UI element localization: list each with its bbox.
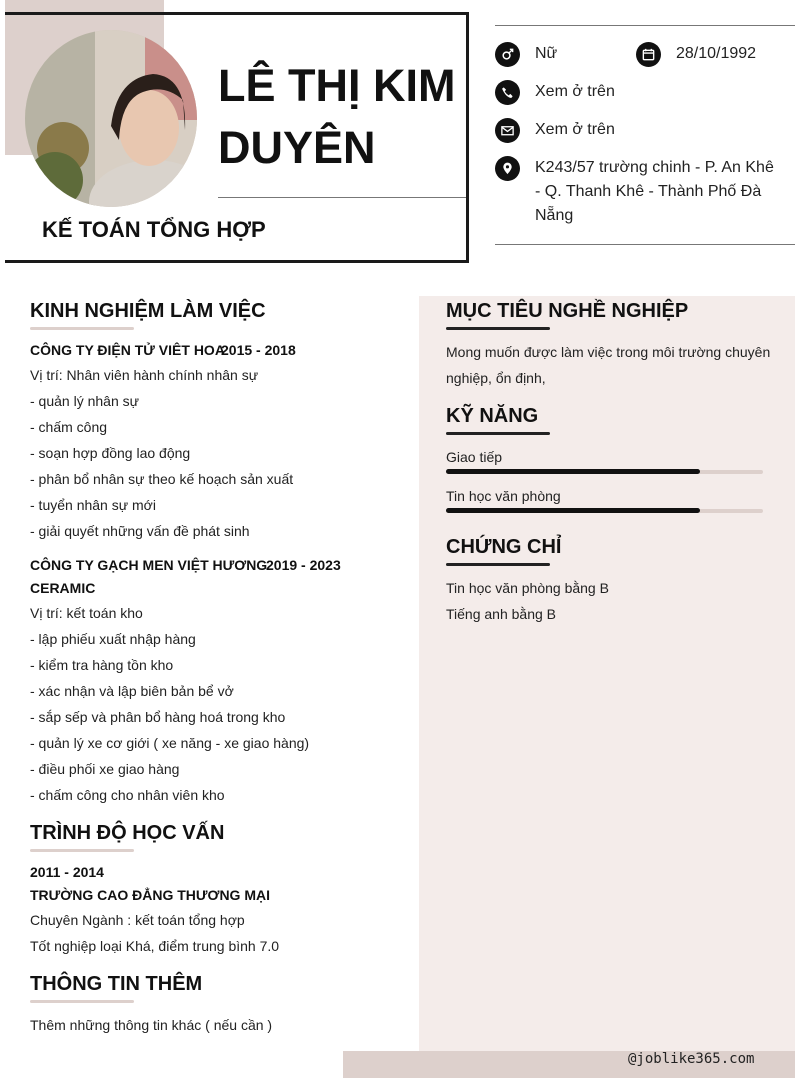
- education-underline: [30, 849, 134, 852]
- job-1-duty: - giải quyết những vấn đề phát sinh: [30, 523, 250, 539]
- phone-value: Xem ở trên: [535, 83, 615, 100]
- job-2-position: Vị trí: kết toán kho: [30, 605, 143, 621]
- education-grade: Tốt nghiệp loại Khá, điểm trung bình 7.0: [30, 938, 280, 954]
- skill-bar-track: [446, 470, 763, 474]
- certificates-heading: CHỨNG CHỈ: [446, 536, 562, 558]
- job-1-company: CÔNG TY ĐIỆN TỬ VIÊT HOA: [30, 342, 225, 358]
- objective-heading: MỤC TIÊU NGHỀ NGHIỆP: [446, 300, 689, 322]
- email-value: Xem ở trên: [535, 121, 615, 138]
- skills-heading: KỸ NĂNG: [446, 405, 539, 427]
- education-heading: TRÌNH ĐỘ HỌC VẤN: [30, 822, 225, 844]
- gender-icon: [495, 42, 520, 67]
- job-2-duty: - điều phối xe giao hàng: [30, 761, 180, 777]
- certificate-item: Tiếng anh bằng B: [446, 606, 557, 622]
- address-value: K243/57 trường chinh - P. An Khê - Q. Thanh Khê - Thành Phố Đà Nẵng: [535, 159, 774, 224]
- name-divider: [218, 197, 466, 198]
- objective-text-cont: nghiệp, ổn định,: [446, 370, 546, 386]
- skill-name: Giao tiếp: [446, 449, 503, 465]
- skill-bar-fill: [446, 508, 700, 513]
- job-2-company: CÔNG TY GẠCH MEN VIỆT HƯƠNG: [30, 557, 268, 573]
- additional-text: Thêm những thông tin khác ( nếu cần ): [30, 1017, 273, 1033]
- job-2-company-cont: CERAMIC: [30, 580, 96, 596]
- phone-icon: [495, 80, 520, 105]
- location-icon: [495, 156, 520, 181]
- education-major: Chuyên Ngành : kết toán tổng hợp: [30, 912, 245, 928]
- skill-bar-fill: [446, 469, 700, 474]
- job-title: KẾ TOÁN TỔNG HỢP: [42, 217, 266, 242]
- certificate-item: Tin học văn phòng bằng B: [446, 580, 609, 596]
- email-icon: [495, 118, 520, 143]
- job-2-duty: - kiểm tra hàng tồn kho: [30, 657, 174, 673]
- job-2-duty: - sắp sếp và phân bổ hàng hoá trong kho: [30, 709, 286, 725]
- job-2-period: 2019 - 2023: [266, 557, 341, 573]
- job-2-duty: - xác nhận và lập biên bản bể vở: [30, 683, 234, 699]
- job-1-period: 2015 - 2018: [221, 342, 296, 358]
- contact-birthday: [636, 42, 756, 67]
- avatar: [25, 30, 197, 207]
- birthday-value: 28/10/1992: [676, 45, 757, 62]
- job-2-duty: - chấm công cho nhân viên kho: [30, 787, 225, 803]
- contact-phone: [495, 80, 615, 105]
- education-school: TRƯỜNG CAO ĐẲNG THƯƠNG MẠI: [30, 887, 270, 903]
- objective-underline: [446, 327, 550, 330]
- footer-watermark: @joblike365.com: [628, 1051, 755, 1067]
- contact-gender: [495, 42, 557, 67]
- job-1-duty: - tuyển nhân sự mới: [30, 497, 156, 513]
- calendar-icon: [636, 42, 661, 67]
- full-name: LÊ THỊ KIM DUYÊN: [218, 60, 456, 173]
- avatar-photo: [25, 30, 197, 207]
- experience-underline: [30, 327, 134, 330]
- skill-name: Tin học văn phòng: [446, 488, 561, 504]
- experience-heading: KINH NGHIỆM LÀM VIỆC: [30, 300, 266, 322]
- job-1-duty: - phân bổ nhân sự theo kế hoạch sản xuất: [30, 471, 294, 487]
- contact-email: [495, 118, 615, 143]
- contact-address: [495, 156, 785, 228]
- job-1-duty: - soạn hợp đồng lao động: [30, 445, 191, 461]
- job-1-duty: - quản lý nhân sự: [30, 393, 139, 409]
- additional-heading: THÔNG TIN THÊM: [30, 973, 203, 995]
- additional-underline: [30, 1000, 134, 1003]
- skills-underline: [446, 432, 550, 435]
- gender-value: Nữ: [535, 45, 558, 62]
- job-2-duty: - lập phiếu xuất nhập hàng: [30, 631, 196, 647]
- job-1-position: Vị trí: Nhân viên hành chính nhân sự: [30, 367, 259, 383]
- objective-text: Mong muốn được làm việc trong môi trường chuyên: [446, 344, 771, 360]
- skill-bar-track: [446, 509, 763, 513]
- job-2-duty: - quản lý xe cơ giới ( xe năng - xe giao hàng): [30, 735, 310, 751]
- job-1-duty: - chấm công: [30, 419, 108, 435]
- certificates-underline: [446, 563, 550, 566]
- education-period: 2011 - 2014: [30, 864, 104, 880]
